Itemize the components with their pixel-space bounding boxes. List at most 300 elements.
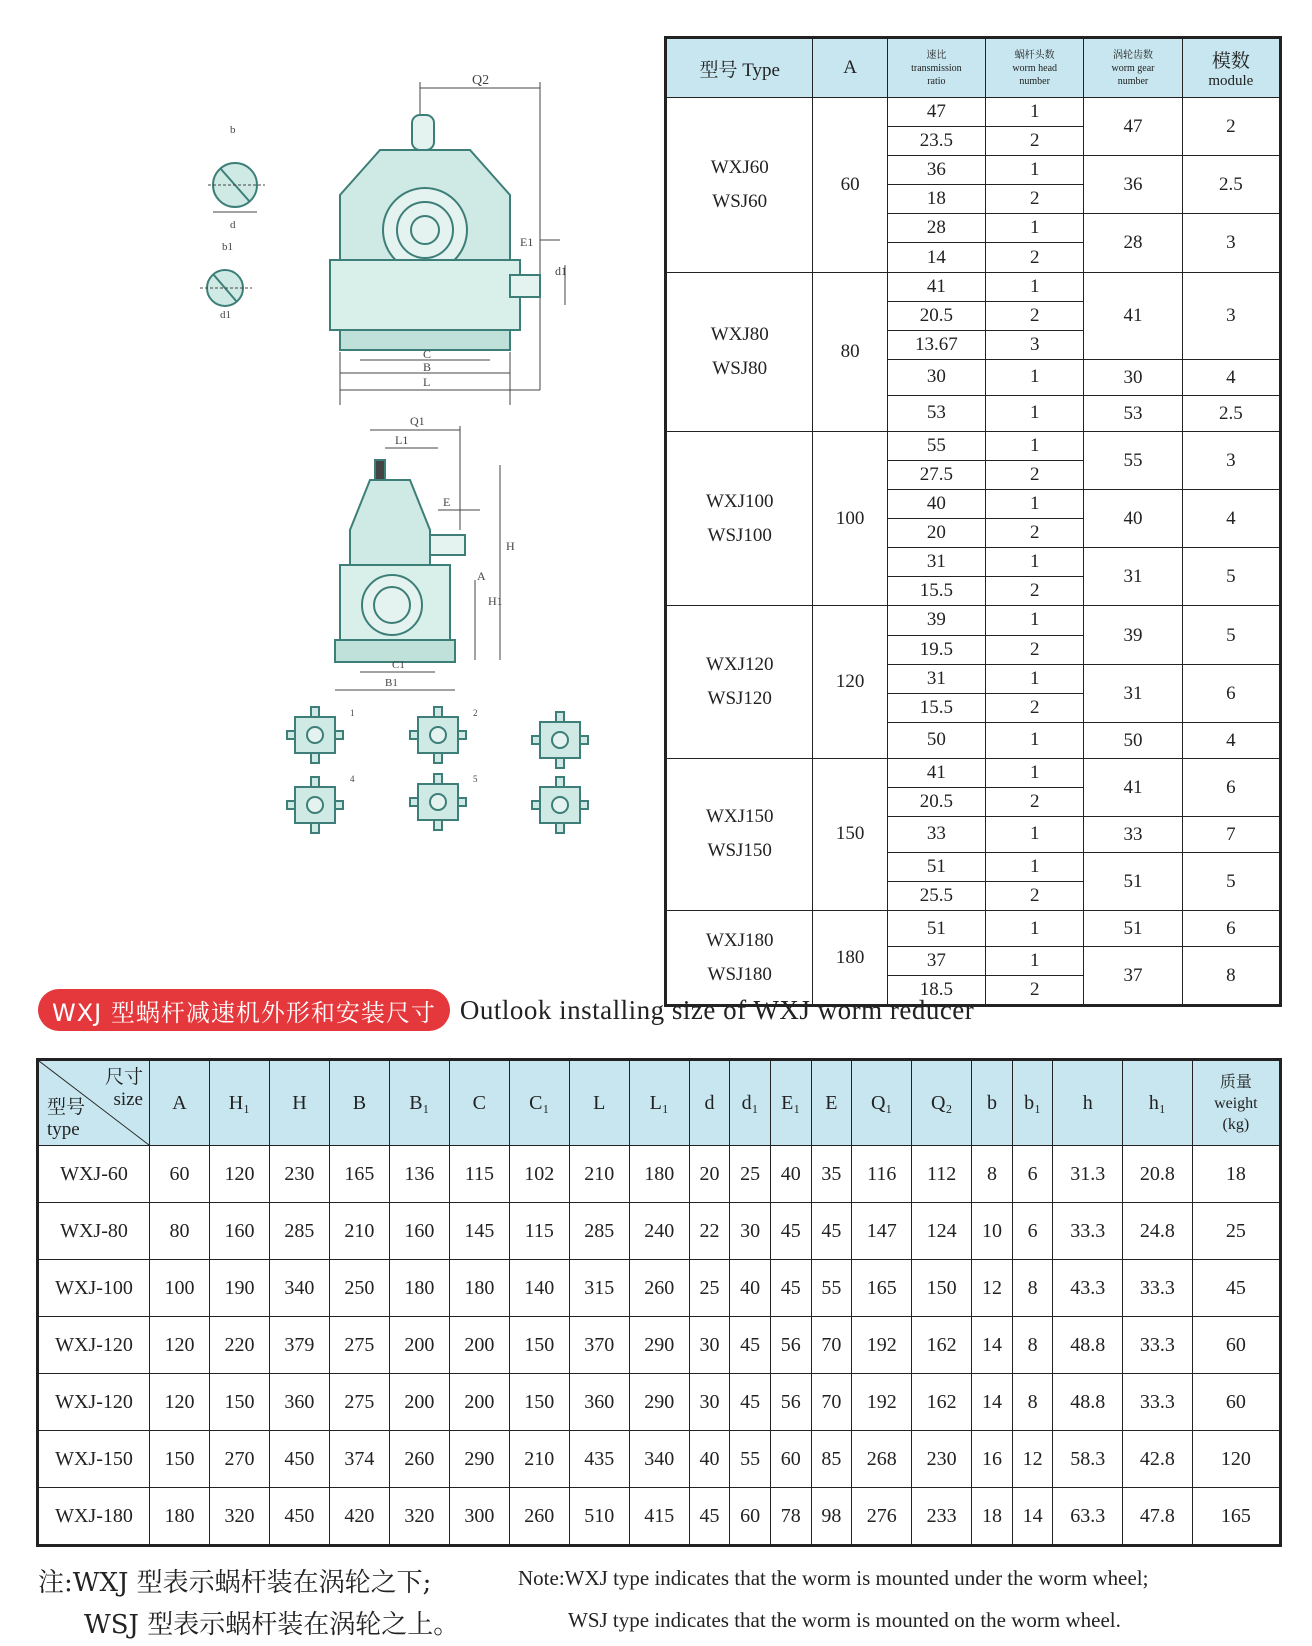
shaft-section-top — [208, 163, 265, 212]
cell-worm-head: 1 — [986, 664, 1084, 693]
cell-value: 420 — [329, 1488, 389, 1546]
size-header-col: Q₁ — [852, 1060, 912, 1146]
header-a: A — [813, 38, 887, 98]
cell-value: 60 — [1192, 1374, 1280, 1431]
table-row — [38, 1317, 1281, 1374]
cell-ratio: 36 — [887, 156, 985, 185]
label-b: b — [230, 124, 236, 136]
cell-worm-head: 2 — [986, 577, 1084, 606]
cell-value: 374 — [329, 1431, 389, 1488]
cell-value: 285 — [269, 1203, 329, 1260]
cell-worm-head: 1 — [986, 490, 1084, 519]
ratio-row — [666, 758, 1281, 787]
weight-en: weight — [1214, 1094, 1258, 1112]
cell-module: 4 — [1182, 722, 1280, 758]
label-q2: Q2 — [472, 73, 490, 88]
cell-module: 6 — [1182, 911, 1280, 947]
cell-ratio: 20.5 — [887, 301, 985, 330]
cell-value: 58.3 — [1053, 1431, 1123, 1488]
cell-ratio: 41 — [887, 758, 985, 787]
cell-model: WXJ-120 — [38, 1317, 150, 1374]
ratio-row — [666, 911, 1281, 947]
cell-type — [666, 98, 813, 273]
ratio-row — [666, 431, 1281, 460]
cell-module: 8 — [1182, 947, 1280, 1006]
note-en-line2: WSJ type indicates that the worm is mounted on the worm wheel. — [568, 1608, 1121, 1632]
cell-module: 3 — [1182, 214, 1280, 272]
cell-value: 33.3 — [1053, 1203, 1123, 1260]
cell-a: 100 — [813, 431, 887, 606]
cell-ratio: 47 — [887, 98, 985, 127]
header-gear-teeth: 涡轮齿数 worm gear number — [1084, 38, 1182, 98]
size-header-col: C — [449, 1060, 509, 1146]
cell-value: 150 — [912, 1260, 972, 1317]
cell-worm-head: 1 — [986, 816, 1084, 852]
cell-value: 320 — [389, 1488, 449, 1546]
cell-value: 260 — [389, 1431, 449, 1488]
notes — [38, 1560, 1288, 1646]
cell-value: 48.8 — [1053, 1317, 1123, 1374]
cell-value: 45 — [811, 1203, 852, 1260]
cell-value: 435 — [569, 1431, 629, 1488]
label-h: H — [506, 539, 515, 553]
cell-value: 190 — [209, 1260, 269, 1317]
reducer-drawings — [180, 60, 640, 890]
cell-value: 250 — [329, 1260, 389, 1317]
cell-ratio: 15.5 — [887, 577, 985, 606]
cell-value: 33.3 — [1123, 1260, 1193, 1317]
front-view — [330, 115, 540, 350]
cell-value: 200 — [449, 1317, 509, 1374]
cell-worm-head: 1 — [986, 214, 1084, 243]
size-header-col: d₁ — [730, 1060, 771, 1146]
size-header-col: h₁ — [1123, 1060, 1193, 1146]
ratio-row — [666, 98, 1281, 127]
size-header-col: h — [1053, 1060, 1123, 1146]
cell-value: 320 — [209, 1488, 269, 1546]
type-wsj: WSJ150 — [707, 840, 772, 862]
cell-model: WXJ-120 — [38, 1374, 150, 1431]
cell-gear-teeth: 41 — [1084, 758, 1182, 816]
cell-gear-teeth: 37 — [1084, 947, 1182, 1006]
cell-worm-head: 1 — [986, 722, 1084, 758]
cell-ratio: 40 — [887, 490, 985, 519]
cell-ratio: 41 — [887, 272, 985, 301]
cell-value: 60 — [730, 1488, 771, 1546]
cell-value: 200 — [389, 1374, 449, 1431]
cell-ratio: 18 — [887, 185, 985, 214]
type-wsj: WSJ60 — [712, 190, 768, 212]
weight-cn: 质量 — [1219, 1073, 1252, 1091]
cell-value: 120 — [1192, 1431, 1280, 1488]
cell-a: 180 — [813, 911, 887, 1006]
cell-value: 300 — [449, 1488, 509, 1546]
cell-ratio: 53 — [887, 395, 985, 431]
cell-value: 150 — [509, 1317, 569, 1374]
cell-value: 165 — [852, 1260, 912, 1317]
cell-value: 33.3 — [1123, 1374, 1193, 1431]
cell-module: 4 — [1182, 490, 1280, 548]
cell-value: 25 — [1192, 1203, 1280, 1260]
label-e1: E1 — [520, 235, 534, 249]
cell-ratio: 25.5 — [887, 882, 985, 911]
cell-model: WXJ-80 — [38, 1203, 150, 1260]
cell-value: 270 — [209, 1431, 269, 1488]
label-d: d — [230, 219, 236, 231]
cell-value: 160 — [389, 1203, 449, 1260]
cell-worm-head: 1 — [986, 758, 1084, 787]
cell-gear-teeth: 51 — [1084, 852, 1182, 910]
cell-value: 30 — [689, 1374, 730, 1431]
cell-ratio: 37 — [887, 947, 985, 976]
corner-size-cn: 尺寸 — [104, 1067, 143, 1088]
cell-value: 22 — [689, 1203, 730, 1260]
weight-unit: (kg) — [1222, 1115, 1250, 1133]
cell-type — [666, 431, 813, 606]
cell-value: 210 — [569, 1146, 629, 1203]
cell-worm-head: 1 — [986, 852, 1084, 881]
cell-gear-teeth: 50 — [1084, 722, 1182, 758]
size-header-col: B₁ — [389, 1060, 449, 1146]
cell-value: 8 — [972, 1146, 1013, 1203]
size-header-col: A — [150, 1060, 210, 1146]
cell-value: 150 — [209, 1374, 269, 1431]
cell-worm-head: 2 — [986, 127, 1084, 156]
cell-value: 162 — [912, 1317, 972, 1374]
cell-value: 55 — [811, 1260, 852, 1317]
cell-worm-head: 1 — [986, 947, 1084, 976]
cell-ratio: 28 — [887, 214, 985, 243]
label-l1: L1 — [395, 433, 409, 447]
cell-value: 8 — [1012, 1374, 1053, 1431]
cell-value: 180 — [389, 1260, 449, 1317]
cell-value: 30 — [689, 1317, 730, 1374]
cell-value: 200 — [449, 1374, 509, 1431]
cell-gear-teeth: 33 — [1084, 816, 1182, 852]
cell-model: WXJ-60 — [38, 1146, 150, 1203]
cell-worm-head: 2 — [986, 519, 1084, 548]
cell-value: 260 — [629, 1260, 689, 1317]
header-worm-head: 蜗杆头数 worm head number — [986, 38, 1084, 98]
cell-value: 120 — [150, 1317, 210, 1374]
cell-ratio: 33 — [887, 816, 985, 852]
cell-value: 20.8 — [1123, 1146, 1193, 1203]
label-a: A — [477, 569, 486, 583]
cell-module: 3 — [1182, 431, 1280, 489]
cell-worm-head: 1 — [986, 606, 1084, 635]
cell-gear-teeth: 41 — [1084, 272, 1182, 359]
cell-value: 510 — [569, 1488, 629, 1546]
label-b1: b1 — [222, 241, 233, 253]
cell-value: 450 — [269, 1431, 329, 1488]
side-view — [335, 460, 465, 662]
size-header-col: d — [689, 1060, 730, 1146]
cell-module: 6 — [1182, 758, 1280, 816]
cell-value: 42.8 — [1123, 1431, 1193, 1488]
table-row — [38, 1374, 1281, 1431]
cell-value: 56 — [770, 1374, 811, 1431]
cell-gear-teeth: 31 — [1084, 664, 1182, 722]
cell-ratio: 13.67 — [887, 330, 985, 359]
cell-ratio: 14 — [887, 243, 985, 272]
cell-worm-head: 2 — [986, 243, 1084, 272]
note-cn-line2: WSJ 型表示蜗杆装在涡轮之上。 — [84, 1610, 460, 1640]
cell-value: 290 — [449, 1431, 509, 1488]
label-d1: d1 — [555, 264, 567, 278]
cell-value: 8 — [1012, 1317, 1053, 1374]
ratio-table-header — [666, 38, 1281, 98]
cell-a: 80 — [813, 272, 887, 431]
cell-worm-head: 1 — [986, 911, 1084, 947]
cell-ratio: 27.5 — [887, 460, 985, 489]
cell-value: 25 — [730, 1146, 771, 1203]
type-wxj: WXJ80 — [710, 323, 769, 345]
cell-ratio: 50 — [887, 722, 985, 758]
size-header-col: C₁ — [509, 1060, 569, 1146]
cell-value: 115 — [449, 1146, 509, 1203]
cell-worm-head: 1 — [986, 431, 1084, 460]
cell-value: 24.8 — [1123, 1203, 1193, 1260]
cell-module: 4 — [1182, 359, 1280, 395]
cell-value: 275 — [329, 1374, 389, 1431]
cell-module: 5 — [1182, 852, 1280, 910]
cell-value: 10 — [972, 1203, 1013, 1260]
cell-module: 2.5 — [1182, 395, 1280, 431]
table-row — [38, 1260, 1281, 1317]
label-d1-small: d1 — [220, 309, 231, 321]
cell-gear-teeth: 30 — [1084, 359, 1182, 395]
reducer-outline-svg — [180, 60, 640, 890]
table-row — [38, 1146, 1281, 1203]
cell-value: 20 — [689, 1146, 730, 1203]
cell-value: 116 — [852, 1146, 912, 1203]
cell-value: 260 — [509, 1488, 569, 1546]
cell-module: 3 — [1182, 272, 1280, 359]
table-row — [38, 1488, 1281, 1546]
size-table-header — [38, 1060, 1281, 1146]
cell-module: 2 — [1182, 98, 1280, 156]
cell-value: 233 — [912, 1488, 972, 1546]
cell-value: 14 — [972, 1374, 1013, 1431]
size-header-col: Q₂ — [912, 1060, 972, 1146]
cell-value: 160 — [209, 1203, 269, 1260]
type-wsj: WSJ120 — [707, 688, 772, 710]
corner-type-en: type — [47, 1119, 80, 1140]
cell-value: 150 — [509, 1374, 569, 1431]
cell-value: 340 — [269, 1260, 329, 1317]
cell-value: 165 — [329, 1146, 389, 1203]
cell-ratio: 20 — [887, 519, 985, 548]
cell-value: 45 — [689, 1488, 730, 1546]
cell-value: 43.3 — [1053, 1260, 1123, 1317]
cell-value: 40 — [770, 1146, 811, 1203]
cell-a: 120 — [813, 606, 887, 758]
cell-worm-head: 1 — [986, 359, 1084, 395]
cell-module: 5 — [1182, 548, 1280, 606]
cell-value: 136 — [389, 1146, 449, 1203]
cell-model: WXJ-180 — [38, 1488, 150, 1546]
cell-worm-head: 1 — [986, 548, 1084, 577]
cell-value: 6 — [1012, 1146, 1053, 1203]
label-q1: Q1 — [410, 414, 425, 428]
shaft-section-bottom — [200, 270, 252, 306]
cell-value: 33.3 — [1123, 1317, 1193, 1374]
cell-gear-teeth: 31 — [1084, 548, 1182, 606]
cell-value: 45 — [770, 1203, 811, 1260]
cell-value: 415 — [629, 1488, 689, 1546]
cell-value: 40 — [730, 1260, 771, 1317]
cell-value: 315 — [569, 1260, 629, 1317]
corner-size-en: size — [113, 1089, 143, 1110]
cell-value: 12 — [1012, 1431, 1053, 1488]
note-en-line1: Note:WXJ type indicates that the worm is mounted under the worm wheel; — [518, 1566, 1149, 1590]
cell-value: 290 — [629, 1317, 689, 1374]
cell-value: 220 — [209, 1317, 269, 1374]
cell-module: 6 — [1182, 664, 1280, 722]
cell-value: 165 — [1192, 1488, 1280, 1546]
cell-value: 47.8 — [1123, 1488, 1193, 1546]
cell-value: 70 — [811, 1317, 852, 1374]
cell-value: 290 — [629, 1374, 689, 1431]
cell-value: 120 — [209, 1146, 269, 1203]
cell-value: 14 — [972, 1317, 1013, 1374]
cell-value: 379 — [269, 1317, 329, 1374]
cell-ratio: 31 — [887, 548, 985, 577]
cell-value: 360 — [269, 1374, 329, 1431]
table-row — [38, 1431, 1281, 1488]
cell-value: 450 — [269, 1488, 329, 1546]
size-header-col: b — [972, 1060, 1013, 1146]
cell-ratio: 30 — [887, 359, 985, 395]
type-wxj: WXJ100 — [705, 490, 774, 512]
cell-value: 18 — [1192, 1146, 1280, 1203]
size-header-col: E₁ — [770, 1060, 811, 1146]
size-header-col: L₁ — [629, 1060, 689, 1146]
cell-value: 192 — [852, 1374, 912, 1431]
cell-worm-head: 2 — [986, 882, 1084, 911]
cell-value: 16 — [972, 1431, 1013, 1488]
size-table-body — [38, 1146, 1281, 1546]
cell-value: 370 — [569, 1317, 629, 1374]
cell-value: 25 — [689, 1260, 730, 1317]
cell-value: 210 — [509, 1431, 569, 1488]
size-header-col: b₁ — [1012, 1060, 1053, 1146]
header-type: 型号 Type — [666, 38, 813, 98]
label-e: E — [443, 495, 451, 509]
cell-value: 230 — [912, 1431, 972, 1488]
cell-value: 276 — [852, 1488, 912, 1546]
cell-worm-head: 2 — [986, 693, 1084, 722]
cell-value: 55 — [730, 1431, 771, 1488]
cell-value: 98 — [811, 1488, 852, 1546]
cell-worm-head: 2 — [986, 185, 1084, 214]
cell-worm-head: 1 — [986, 98, 1084, 127]
cell-value: 147 — [852, 1203, 912, 1260]
cell-gear-teeth: 36 — [1084, 156, 1182, 214]
cell-value: 180 — [449, 1260, 509, 1317]
cell-ratio: 19.5 — [887, 635, 985, 664]
mounting-layouts — [287, 707, 588, 833]
label-b1-big: B1 — [385, 677, 398, 689]
layout-num-5: 5 — [473, 774, 478, 784]
cell-value: 124 — [912, 1203, 972, 1260]
cell-value: 60 — [1192, 1317, 1280, 1374]
cell-value: 180 — [629, 1146, 689, 1203]
type-wxj: WXJ150 — [705, 806, 774, 828]
header-ratio: 速比 transmission ratio — [887, 38, 985, 98]
layout-num-2: 2 — [473, 708, 478, 718]
size-header-col: E — [811, 1060, 852, 1146]
size-header-col: H — [269, 1060, 329, 1146]
type-wxj: WXJ180 — [705, 929, 774, 951]
cell-value: 45 — [730, 1317, 771, 1374]
cell-value: 35 — [811, 1146, 852, 1203]
cell-value: 145 — [449, 1203, 509, 1260]
cell-value: 40 — [689, 1431, 730, 1488]
cell-a: 60 — [813, 98, 887, 273]
cell-value: 180 — [150, 1488, 210, 1546]
cell-gear-teeth: 40 — [1084, 490, 1182, 548]
cell-model: WXJ-150 — [38, 1431, 150, 1488]
cell-value: 6 — [1012, 1203, 1053, 1260]
cell-value: 275 — [329, 1317, 389, 1374]
cell-value: 200 — [389, 1317, 449, 1374]
section-title-cn: WXJ 型蜗杆减速机外形和安装尺寸 — [38, 989, 450, 1031]
transmission-ratio-table — [664, 36, 1282, 1007]
cell-value: 192 — [852, 1317, 912, 1374]
cell-value: 100 — [150, 1260, 210, 1317]
cell-module: 2.5 — [1182, 156, 1280, 214]
cell-ratio: 20.5 — [887, 787, 985, 816]
cell-gear-teeth: 39 — [1084, 606, 1182, 664]
size-header-col: B — [329, 1060, 389, 1146]
cell-gear-teeth: 53 — [1084, 395, 1182, 431]
ratio-row — [666, 272, 1281, 301]
header-corner — [38, 1060, 150, 1146]
ratio-table-body — [666, 98, 1281, 1006]
corner-type-cn: 型号 — [47, 1097, 86, 1118]
cell-type — [666, 606, 813, 758]
cell-value: 150 — [150, 1431, 210, 1488]
ratio-row — [666, 606, 1281, 635]
cell-value: 340 — [629, 1431, 689, 1488]
label-c: C — [423, 347, 432, 361]
section-title — [38, 988, 974, 1032]
cell-worm-head: 2 — [986, 460, 1084, 489]
cell-value: 45 — [1192, 1260, 1280, 1317]
type-wsj: WSJ80 — [712, 357, 768, 379]
label-bb: B — [423, 360, 432, 374]
cell-gear-teeth: 55 — [1084, 431, 1182, 489]
cell-worm-head: 2 — [986, 787, 1084, 816]
cell-type — [666, 272, 813, 431]
note-cn-line1: 注:WXJ 型表示蜗杆装在涡轮之下; — [38, 1568, 432, 1598]
cell-value: 85 — [811, 1431, 852, 1488]
table-row — [38, 1203, 1281, 1260]
cell-value: 240 — [629, 1203, 689, 1260]
cell-ratio: 23.5 — [887, 127, 985, 156]
size-header-col: H₁ — [209, 1060, 269, 1146]
cell-value: 56 — [770, 1317, 811, 1374]
cell-ratio: 39 — [887, 606, 985, 635]
cell-worm-head: 1 — [986, 272, 1084, 301]
cell-ratio: 15.5 — [887, 693, 985, 722]
type-wsj: WSJ180 — [707, 963, 772, 985]
cell-value: 14 — [1012, 1488, 1053, 1546]
cell-value: 120 — [150, 1374, 210, 1431]
cell-module: 7 — [1182, 816, 1280, 852]
label-c1: C1 — [392, 659, 405, 671]
